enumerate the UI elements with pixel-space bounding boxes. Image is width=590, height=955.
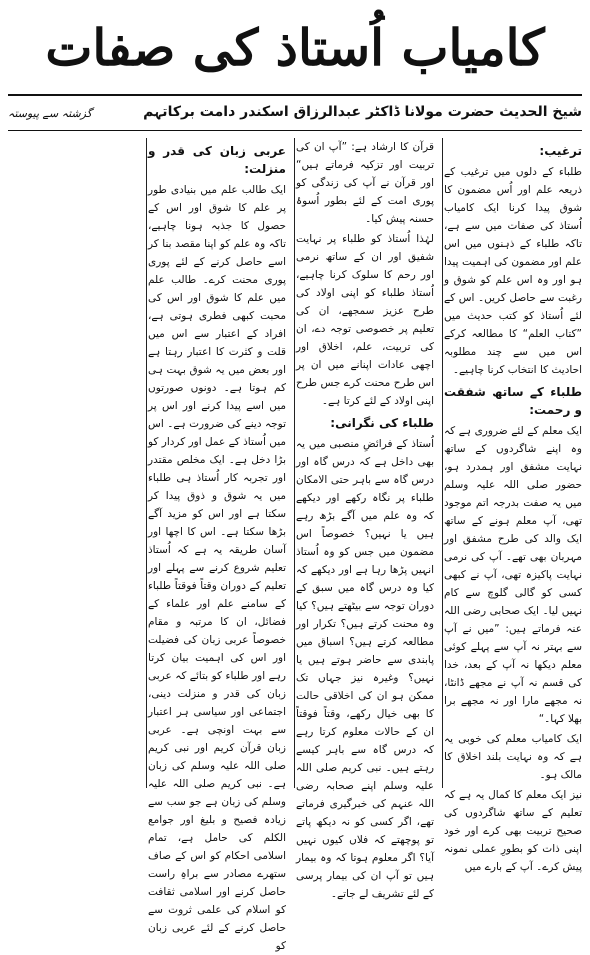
text-column-3 [148, 138, 286, 952]
paragraph: اُستاذ کے فرائضِ منصبی میں یہ بھی داخل ہے کہ درس گاہ اور درس گاہ سے باہر حتی الامکان طلباء پر نگاہ رکھے اور دیکھے کہ وہ علم میں آگے بڑھ رہے ہیں یا نہیں؟ خصوصاً اس مضمون میں جس کو وہ اُستاذ انہیں پڑھا رہا ہے اور دیکھے کہ کیا وہ درس گاہ میں سبق کے دوران توجہ سے بیٹھتے ہیں؟ کیا وہ محنت کرتے ہیں؟ تکرار اور مطالعہ کرتے ہیں؟ اسباق میں پابندی سے حاضر ہوتے ہیں یا نہیں؟ وغیرہ نیز جہاں تک ممکن ہو ان کی اخلاقی حالت کا بھی خیال رکھے، وقتاً فوقتاً ان کے حالات معلوم کرتا رہے کہ درس گاہ سے باہر کیسے رہتے ہیں۔ نبی کریم صلی اللہ علیہ وسلم اپنے صحابہ رضی اللہ عنہم کی خبرگیری فرماتے تھے، اگر کسی کو نہ دیکھ پاتے تو پوچھتے کہ فلاں کیوں نہیں آیا؟ اگر معلوم ہوتا کہ وہ بیمار ہیں تو آپ ان کی بیمار پرسی کے لئے تشریف لے جاتے۔ [296, 438, 434, 900]
title-rule [8, 94, 582, 96]
paragraph: نیز ایک معلم کا کمال یہ ہے کہ تعلیم کے ساتھ شاگردوں کی صحیح تربیت بھی کرے اور خود اپنی ذات کو بطورِ عملی نمونہ پیش کرے۔ آپ کے بارے میں [444, 789, 582, 873]
section-heading: عربی زبان کی قدر و منزلت: [148, 144, 286, 176]
text-column-1 [444, 138, 582, 873]
column-divider [294, 138, 295, 788]
article-title: کامیاب اُستاذ کی صفات [45, 18, 545, 77]
paragraph: قرآن کا ارشاد ہے: ”آپ ان کی تربیت اور تزکیہ فرماتے ہیں“ اور قرآن نے آپ کی زندگی کو پوری امت کے لئے بطور اُسوۂ حسنہ پیش کیا۔ [296, 141, 434, 225]
section-heading: ترغیب: [539, 144, 582, 158]
byline [8, 104, 582, 126]
text-column-2 [296, 138, 434, 900]
column-divider [146, 138, 147, 788]
paragraph: ایک کامیاب معلم کی خوبی یہ ہے کہ وہ نہایت بلند اخلاق کا مالک ہو۔ [444, 733, 582, 781]
section-heading: طلباء کے ساتھ شفقت و رحمت: [444, 385, 582, 417]
column-divider [442, 138, 443, 788]
paragraph: ایک طالب علم میں بنیادی طور پر علم کا شوق اور اس کے حصول کا جذبہ ہونا چاہیے، تاکہ وہ علم کو اپنا مقصد بنا کر اسے حاصل کرنے کے لئے پوری پوری محنت کرے۔ طالب علم میں علم کا شوق اور اس کی محبت کبھی فطری ہوتی ہے، افراد کے اعتبار سے اس میں قلت و کثرت کا اعتبار رہتا ہے اور بعض میں یہ شوق بہت ہی کم ہوتا ہے۔ دونوں صورتوں میں اسے پیدا کرنے اور اس پر توجہ دینے کی ضرورت ہے۔ اس میں اُستاذ کے عمل اور کردار کو بڑا دخل ہے۔ ایک مخلص مقتدر اور تجربہ کار اُستاذ ہی طلباء میں یہ شوق و ذوق پیدا کر سکتا ہے اور اس کو مزید آگے بڑھا سکتا ہے۔ اس کا اچھا اور آسان طریقہ یہ ہے کہ اُستاذ تعلیم شروع کرنے سے پہلے اور تعلیم کے دوران وقتاً فوقتاً طلباء کے سامنے علم اور علماء کے فضائل، ان کا مرتبہ و مقام خصوصاً عربی زبان کی فضیلت اور اس کی اہمیت بیان کرتا رہے اور طلباء کو بتائے کہ عربی زبان کی قدر و منزلت دینی، اجتماعی اور سیاسی ہر اعتبار سے بہت اونچی ہے۔ عربی زبان قرآن کریم اور نبی کریم صلی اللہ علیہ وسلم کی زبان ہے۔ نبی کریم صلی اللہ علیہ وسلم کی زبان ہے جو سب سے زیادہ فصیح و بلیغ اور جوامع الکلم کی حامل ہے، تمام اسلامی احکام کو اس کے صاف ستھرے مصادر سے براہِ راست حاصل کرنے اور اسلامی ثقافت کو اسلام کی علمی ثروت سے حاصل کرنے کے لئے عربی زبان کو [148, 184, 286, 952]
byline-rule [8, 130, 582, 131]
section-heading: طلباء کی نگرانی: [330, 416, 434, 430]
paragraph: لہٰذا اُستاذ کو طلباء پر نہایت شفیق اور ان کے ساتھ نرمی اور رحم کا سلوک کرنا چاہیے، اُستاذ طلباء کو اپنی اولاد کی طرح عزیز سمجھے، ان کی تعلیم پر خصوصی توجہ دے، ان کی تربیت، علم، اخلاق اور اچھی عادات اپنانے میں ان پر اس طرح محنت کرے جس طرح اپنی اولاد کے لئے کرتا ہے۔ [296, 233, 434, 407]
paragraph: طلباء کے دلوں میں ترغیب کے ذریعہ علم اور اُس مضمون کا شوق پیدا کرنا ایک کامیاب اُستاذ کی صفات میں سے ہے، تاکہ طلباء کے ذہنوں میں اس علم اور مضمون کی اہمیت پیدا ہو اور وہ اس علم کو شوق و رغبت سے حاصل کریں۔ اس کے لئے اُستاذ کو کتب حدیث میں ”کتاب العلم“ کا مطالعہ کرکے اس میں سے چند مطلوبہ احادیث کا انتخاب کرنا چاہیے۔ [444, 166, 582, 376]
paragraph: ایک معلم کے لئے ضروری ہے کہ وہ اپنے شاگردوں کے ساتھ نہایت مشفق اور ہمدرد ہو، حضور صلی اللہ علیہ وسلم میں یہ صفت بدرجہ اتم موجود تھی، آپ معلم ہونے کے ساتھ ایک والد کی طرح مشفق اور مہربان بھی تھے۔ آپ کی نرمی نہایت پاکیزہ تھی، آپ نے کبھی کسی کو گالی گلوچ سے کام نہیں لیا۔ ایک صحابی رضی اللہ عنہ فرماتے ہیں: ”میں نے آپ سے بہتر نہ آپ سے پہلے کوئی معلم دیکھا نہ آپ کے بعد، خدا کی قسم نہ آپ نے مجھے ڈانٹا، نہ مجھے مارا اور نہ مجھے برا بھلا کہا۔“ [444, 425, 582, 725]
author-name: شیخ الحدیث حضرت مولانا ڈاکٹر عبدالرزاق اسکندر دامت برکاتہم [143, 104, 582, 120]
continued-note: گزشتہ سے پیوستہ [8, 107, 92, 120]
